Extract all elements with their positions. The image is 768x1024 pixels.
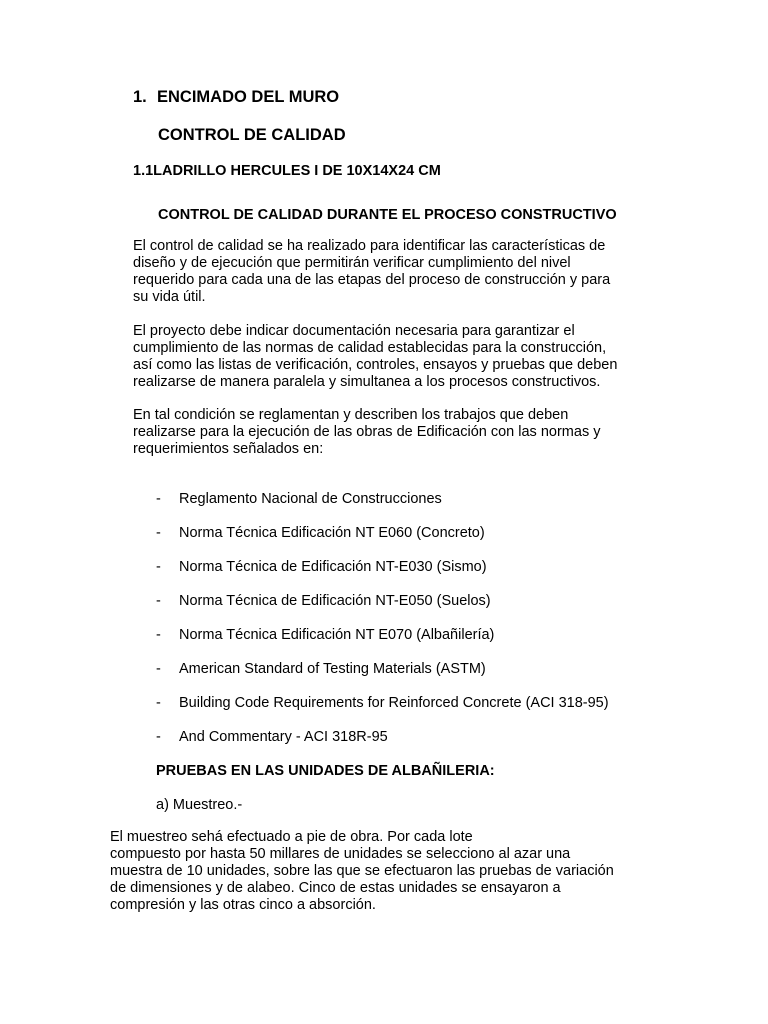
paragraph-control-calidad bbox=[133, 238, 610, 306]
paragraph-line: de dimensiones y de alabeo. Cinco de estas unidades se ensayaron a bbox=[110, 880, 561, 896]
bullet-dash: - bbox=[156, 627, 161, 643]
paragraph-line: requerimientos señalados en: bbox=[133, 441, 324, 457]
section-title-pruebas: PRUEBAS EN LAS UNIDADES DE ALBAÑILERIA: bbox=[156, 763, 495, 779]
section-title-control-proceso: CONTROL DE CALIDAD DURANTE EL PROCESO CONSTRUCTIVO bbox=[158, 207, 617, 223]
bullet-dash: - bbox=[156, 695, 161, 711]
bullet-dash: - bbox=[156, 491, 161, 507]
list-item-text: American Standard of Testing Materials (ASTM) bbox=[179, 661, 486, 677]
list-item-text: Norma Técnica Edificación NT E070 (Albañilería) bbox=[179, 627, 495, 643]
paragraph-line: cumplimiento de las normas de calidad establecidas para la construcción, bbox=[133, 340, 607, 356]
paragraph-condicion bbox=[133, 407, 600, 458]
paragraph-line: su vida útil. bbox=[133, 289, 206, 305]
heading-number: 1. bbox=[133, 88, 147, 106]
bullet-dash: - bbox=[156, 661, 161, 677]
paragraph-line: realizarse de manera paralela y simultanea a los procesos constructivos. bbox=[133, 374, 601, 390]
bullet-dash: - bbox=[156, 525, 161, 541]
list-item-text: Reglamento Nacional de Construcciones bbox=[179, 491, 442, 507]
paragraph-line: realizarse para la ejecución de las obras de Edificación con las normas y bbox=[133, 424, 601, 440]
heading-control-de-calidad: CONTROL DE CALIDAD bbox=[158, 126, 346, 144]
paragraph-muestreo bbox=[110, 829, 614, 914]
list-item-text: Norma Técnica de Edificación NT-E030 (Sismo) bbox=[179, 559, 487, 575]
paragraph-line: compresión y las otras cinco a absorción. bbox=[110, 897, 376, 913]
bullet-dash: - bbox=[156, 559, 161, 575]
bullet-dash: - bbox=[156, 593, 161, 609]
paragraph-line: compuesto por hasta 50 millares de unidades se selecciono al azar una bbox=[110, 846, 571, 862]
list-item-text: Norma Técnica de Edificación NT-E050 (Suelos) bbox=[179, 593, 491, 609]
bullet-dash: - bbox=[156, 729, 161, 745]
paragraph-line: así como las listas de verificación, controles, ensayos y pruebas que deben bbox=[133, 357, 618, 373]
list-item-text: Building Code Requirements for Reinforced Concrete (ACI 318-95) bbox=[179, 695, 609, 711]
list-item-text: And Commentary - ACI 318R-95 bbox=[179, 729, 388, 745]
paragraph-line: diseño y de ejecución que permitirán verificar cumplimiento del nivel bbox=[133, 255, 571, 271]
paragraph-proyecto bbox=[133, 323, 617, 391]
paragraph-line: El proyecto debe indicar documentación necesaria para garantizar el bbox=[133, 323, 575, 339]
paragraph-line: El control de calidad se ha realizado para identificar las características de bbox=[133, 238, 606, 254]
heading-title: ENCIMADO DEL MURO bbox=[157, 88, 340, 106]
list-item-text: Norma Técnica Edificación NT E060 (Concreto) bbox=[179, 525, 485, 541]
paragraph-line: En tal condición se reglamentan y describen los trabajos que deben bbox=[133, 407, 569, 423]
heading-ladrillo-hercules: 1.1LADRILLO HERCULES I DE 10X14X24 CM bbox=[133, 163, 441, 179]
paragraph-line: muestra de 10 unidades, sobre las que se efectuaron las pruebas de variación bbox=[110, 863, 614, 879]
heading-encimado-del-muro bbox=[133, 88, 339, 107]
paragraph-line: requerido para cada una de las etapas del proceso de construcción y para bbox=[133, 272, 611, 288]
subsection-muestreo: a) Muestreo.- bbox=[156, 797, 243, 813]
paragraph-line: El muestreo sehá efectuado a pie de obra. Por cada lote bbox=[110, 829, 473, 845]
